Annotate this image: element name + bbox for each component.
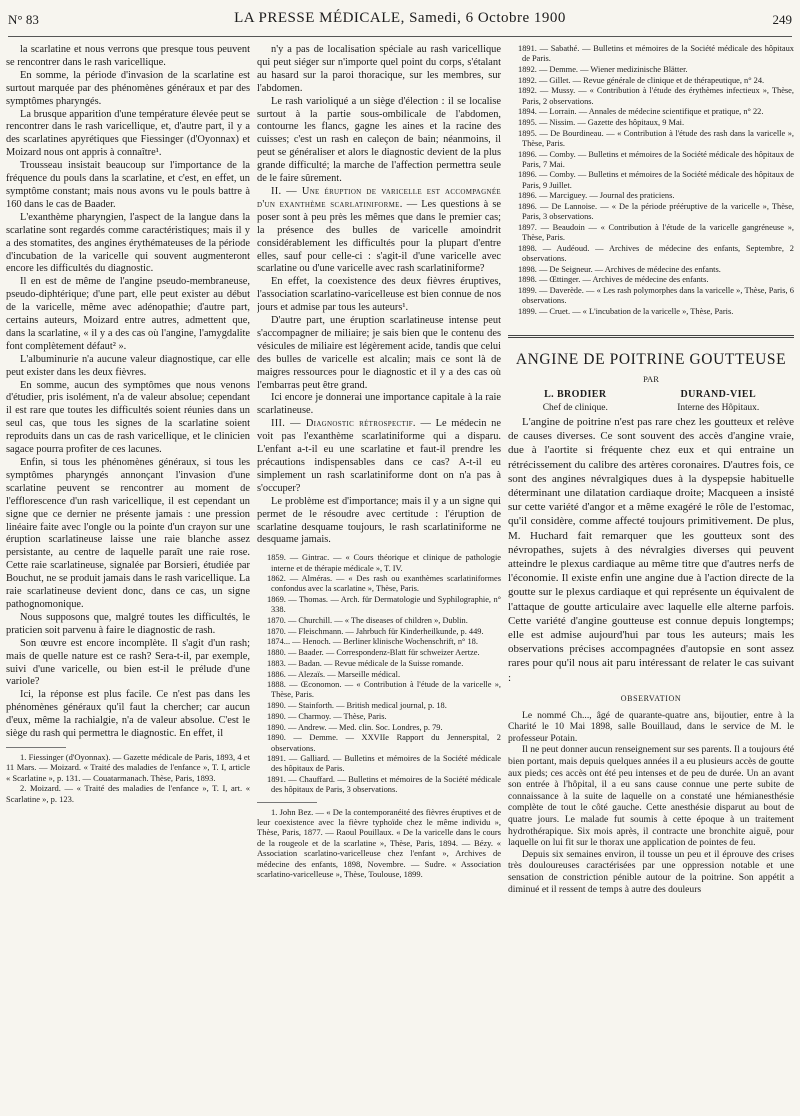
author [543, 389, 608, 415]
bibliography-entry: 1895. — Nissim. — Gazette des hôpitaux, 9 Mai. [518, 117, 685, 127]
author-role: Interne des Hôpitaux. [677, 403, 760, 413]
bibliography-entry: 1869. — Thomas. — Arch. für Dermatologie und Syphilographie, n° 338. [267, 595, 501, 615]
bibliography-entry: 1883. — Badan. — Revue médicale de la Suisse romande. [267, 658, 464, 668]
bibliography-entry: 1891. — Galliard. — Bulletins et mémoires de la Société médicale des hôpitaux de Paris. [267, 754, 501, 774]
bibliography-entry: 1896. — Comby. — Bulletins et mémoires de la Société médicale des hôpitaux de Paris, 9 Juillet. [518, 170, 794, 190]
paragraph: En somme, aucun des symptômes que nous venons d'étudier, pris isolément, n'a de valeur absolue; cependant il est rare que toutes les difficultés soient réunies dans un seul cas, que tous les signes de la scarlatine soient reproduits dans un cas de rash varicellique, et le clinicien sagace pourra profiter de ces lacunes. [6, 379, 250, 456]
column-right [508, 44, 794, 1108]
bibliography-entry: 1899. — Cruet. — « L'incubation de la varicelle », Thèse, Paris. [518, 307, 734, 317]
bibliography-entry: 1862. — Alméras. — « Des rash ou exanthèmes scarlatiniformes confondus avec la scarlatine », Thèse, Paris. [267, 574, 501, 594]
paragraph: Son œuvre est encore incomplète. Il s'agit d'un rash; mais de quelle nature est ce rash? Sera-t-il, par exemple, suivi d'une varicelle, ou bien est-il le prélude d'une variole? [6, 637, 250, 688]
bibliography-entry: 1870. — Fleischmann. — Jahrbuch für Kinderheilkunde, p. 449. [267, 626, 484, 636]
page-header [8, 12, 792, 37]
paragraph: Trousseau insistait beaucoup sur l'importance de la fréquence du pouls dans la scarlatine, et c'est, en effet, un symptôme constant; mais nous avons vu le pouls battre à 160 dans le cas de Baader. [6, 160, 250, 210]
bibliography-entry: 1898. — Audéoud. — Archives de médecine des enfants, Septembre, 2 observations. [518, 243, 794, 264]
journal-title: LA PRESSE MÉDICALE, Samedi, 6 Octobre 1900 [234, 10, 566, 26]
paragraph: L'albuminurie n'a aucune valeur diagnostique, car elle peut exister dans les deux fièvres. [6, 353, 250, 378]
bibliography-list [257, 553, 501, 795]
footnote: 1. Fiessinger (d'Oyonnax). — Gazette médicale de Paris, 1893, 4 et 11 Mars. — Moizard. « Traité des maladies de l'enfance », T. I, article « Scarlatine », p. 131. — Couatarmanach. Thèse, Paris, 1893. [6, 751, 250, 783]
bibliography-entry: 1888. — Œconomon. — « Contribution à l'étude de la varicelle », Thèse, Paris. [267, 680, 501, 700]
paragraph: n'y a pas de localisation spéciale au rash varicellique qui peut siéger sur n'importe quel point du corps, s'étalant au hasard sur la paroi thoracique, sur les membres, sur l'abdomen. [257, 44, 501, 94]
bibliography-entry: 1874... — Henoch. — Berliner klinische Wochenschrift, n° 18. [267, 637, 478, 647]
bibliography-entry: 1890. — Andrew. — Med. clin. Soc. Londres, p. 79. [267, 722, 443, 732]
paragraph: D'autre part, une éruption scarlatineuse intense peut s'accompagner de miliaire; je sais bien que le contenu des vésicules de miliaire est légèrement acide, tandis que celui des bulles de varicelle est alcalin; mais ce sont là de maigres ressources pour le diagnostic et il y a des cas où l'embarras peut être grand. [257, 315, 501, 391]
bibliography-entry: 1897. — Beaudoin — « Contribution à l'étude de la varicelle gangréneuse », Thèse, Paris. [518, 222, 794, 243]
bibliography-list [508, 44, 794, 317]
paragraph: La brusque apparition d'une température élevée peut se rencontrer dans le rash varicellique, et, d'autre part, il y a des scarlatines apyrétiques que Fiessinger (d'Oyonnax) et Moizard nous ont appris à connaître¹. [6, 108, 250, 159]
page-number: 249 [772, 12, 792, 27]
byline-par: PAR [643, 374, 659, 385]
article-title: ANGINE DE POITRINE GOUTTEUSE [515, 351, 787, 369]
observation-paragraph: Le nommé Ch..., âgé de quarante-quatre ans, bijoutier, entre à la Charité le 10 Mai 1898, salle Bouillaud, dans le service de M. le professeur Potain. [508, 709, 794, 744]
footnote-rule [257, 802, 317, 803]
paragraph: En effet, la coexistence des deux fièvres éruptives, l'association scarlatino-varicelleuse est bien connue de nos jours et admise par tous les auteurs¹. [257, 276, 501, 314]
bibliography-entry: 1891. — Sabathé. — Bulletins et mémoires de la Société médicale des hôpitaux de Paris. [518, 44, 794, 64]
issue-number: N° 83 [8, 12, 39, 27]
bibliography-entry: 1892. — Mussy. — « Contribution à l'étude des érythèmes infectieux », Thèse, Paris, 2 observations. [518, 86, 794, 106]
paragraph: L'exanthème pharyngien, l'aspect de la langue dans la scarlatine sont regardés comme caractéristiques; mais il y a des stomatites, des angines érythémateuses de la période d'incubation de la varicelle qui souvent augmenteront encore les difficultés du diagnostic. [6, 211, 250, 275]
article-body: L'angine de poitrine n'est pas rare chez les goutteux et relève de causes diverses. Ce sont souvent des accès d'angine vraie, due à l'aortite si fréquente chez eux et qui entraine un rétrécissement du calibre des artères coronaires. D'autres fois, ce sont des angines névralgiques dues à la dyspepsie habituelle déterminant une dilatation cardiaque droite; Macqueen a insisté sur cette variété d'angor et a même exagéré le rôle de l'estomac, qu'il considère, comme affecté toujours primitivement. De plus, M. Huchard fait remarquer que les goutteux sont des névropathes, sujets à des névralgies diverses qui peuvent atteindre le plexus cardiaque au même titre que d'autres nerfs de l'économie. Il existe enfin une angine due à l'action directe de la goutte sur le plexus cardiaque et qui représente un équivalent de l'attaque de goutte articulaire avec laquelle elle alterne parfois. Cette variété d'angine goutteuse est connue depuis longtemps; elle est admise aujourd'hui par tous les auteurs; mais les observations précises accompagnées d'autopsie en sont assez rares pour qu'il nous ait paru intéressant de relater le cas suivant : [508, 415, 794, 684]
column-left [6, 44, 250, 1108]
bibliography-entry: 1896. — Marciguey. — Journal des praticiens. [518, 191, 675, 201]
observation [508, 710, 794, 896]
bibliography-entry: 1890. — Stainforth. — British medical journal, p. 18. [267, 701, 447, 711]
bibliography-entry: 1892. — Gillet. — Revue générale de clinique et de thérapeutique, n° 24. [518, 75, 765, 85]
footnote: 1. John Bez. — « De la contemporanéité des fièvres éruptives et de leur coexistence avec la fièvre typhoïde chez le même individu », Thèse, Paris, 1877. — Raoul Pouillaux. « De la varicelle dans le cours de la rougeole et de la scarlatine », Thèse, Paris, 1894. — Bézy. « Association scarlatino-varicelleuse chez l'enfant », Archives de médecine des enfants, 1898, Novembre. — Sudre. « Association scarlatino-varicelleuse », Thèse, Toulouse, 1899. [257, 806, 501, 879]
section-paragraph [257, 186, 501, 276]
observation-paragraph: Il ne peut donner aucun renseignement sur ses parents. Il a toujours été bien portant, mais depuis quelques années il a eu plusieurs accès de goutte aux pieds; ces accès ont été peu intenses et de peu de durée. Un an avant son entrée à l'hôpital, il a eu sans cause connue une perte subite de connaissance à la suite de laquelle on a constaté une hémianesthésie complète de tout le côté gauche. Cette anesthésie disparut au bout de quatre jours. Le malade fut soumis à cette époque à un traitement hydrothérapique. Six mois après, il contracte une bronchite aiguë, pour laquelle on lui fit sur le thorax une application de pointes de feu. [508, 744, 794, 849]
paragraph: Le rash varioliqué a un siège d'élection : il se localise surtout à la partie sous-ombilicale de l'abdomen, contourne les flancs, gagne les aines et la racine des cuisses; c'est un rash en caleçon de bain; néanmoins, il peut se généraliser et alors le diagnostic devient de la plus grande difficulté; la marche de l'affection permettra seule de le faire sûrement. [257, 95, 501, 185]
bibliography-entry: 1890. — Demme. — XXVIIe Rapport du Jennerspital, 2 observations. [267, 733, 501, 753]
observation-heading: OBSERVATION [620, 693, 682, 703]
bibliography-entry: 1895. — De Bourdineau. — « Contribution à l'étude des rash dans la varicelle », Thèse, Paris. [518, 128, 794, 148]
column-middle [257, 44, 501, 1108]
bibliography-entry: 1891. — Chauffard. — Bulletins et mémoires de la Société médicale des hôpitaux de Paris, 3 observations. [267, 775, 501, 795]
bibliography-entry: 1898. — Œttinger. — Archives de médecine des enfants. [518, 275, 709, 285]
section-title: II. — Une éruption de varicelle est accompagnée d'un exanthème scarlatiniforme. [257, 185, 501, 210]
bibliography-entry: 1880. — Baader. — Correspondenz-Blatt für schweizer Aertze. [267, 648, 480, 658]
paragraph: Nous supposons que, malgré toutes les difficultés, le praticien soit parvenu à faire le diagnostic de rash. [6, 611, 250, 636]
paragraph: la scarlatine et nous verrons que presque tous peuvent se rencontrer dans le rash varicellique. [6, 44, 250, 68]
bibliography-entry: 1886. — Alezaïs. — Marseille médical. [267, 669, 401, 679]
section-lead: — Le médecin ne voit pas l'exanthème scarlatiniforme qui a disparu. L'enfant a-t-il eu une scarlatine et faut-il prendre les précautions indispensables dans ce cas? A-t-il eu simplement un rash scarlatiniforme dont on n'a pas à s'occuper? [257, 418, 501, 494]
author [677, 389, 759, 415]
paragraph: Ici, la réponse est plus facile. Ce n'est pas dans les phénomènes généraux qu'il faut la chercher; car aucun d'eux, même la rachialgie, n'a de valeur absolue. C'est le siège du rash qui permettra le diagnostic. En effet, il [6, 689, 250, 740]
bibliography-entry: 1894. — Lorrain. — Annales de médecine scientifique et pratique, n° 22. [518, 107, 764, 117]
bibliography-entry: 1896. — De Lannoise. — « De la période prééruptive de la varicelle », Thèse, Paris, 3 observations. [518, 202, 794, 222]
footnote: 2. Moizard. — « Traité des maladies de l'enfance », T. I, art. « Scarlatine », p. 123. [6, 783, 250, 804]
bibliography-entry: 1859. — Gintrac. — « Cours théorique et clinique de pathologie interne et de thérapie médicale », T. IV. [267, 553, 501, 573]
article-divider [508, 335, 794, 338]
paragraph: En somme, la période d'invasion de la scarlatine est surtout marquée par des phénomènes généraux et par des symptômes pharyngés. [6, 69, 250, 107]
bibliography-entry: 1896. — Comby. — Bulletins et mémoires de la Société médicale des hôpitaux de Paris, 7 Mai. [518, 149, 794, 169]
author-name: L. BRODIER [544, 389, 607, 401]
section-paragraph [257, 418, 501, 495]
author-name: DURAND-VIEL [680, 389, 757, 401]
section-title: III. — Diagnostic rétrospectif. [271, 418, 416, 430]
footnote-rule [6, 747, 66, 748]
section-lead: — Les questions à se poser sont à peu près les mêmes que dans le premier cas; la présence des bulles de varicelle amoindrit considérablement les difficultés pour la plupart d'entre elles, sauf pour celle-ci : s'agit-il d'une varicelle avec scarlatine ou d'une varicelle avec rash scarlatiniforme? [257, 198, 501, 275]
paragraph: Il en est de même de l'angine pseudo-membraneuse, pseudo-diphtérique; d'une part, elle peut exister au début de la varicelle, même avec adénopathie; d'autre part, certains auteurs, Moizard entre autres, admettent que, dans la scarlatine, « il y a des cas où l'angine, l'amygdalite font complètement défaut² ». [6, 276, 250, 352]
bibliography-entry: 1892. — Demme. — Wiener medizinische Blätter. [518, 64, 688, 74]
paragraph: Enfin, si tous les phénomènes généraux, si tous les symptômes pharyngés annonçant l'invasion d'une scarlatine peuvent se rencontrer au moment de l'efflorescence d'un rash varicellique, il est cependant un signe que ce dernier ne présente jamais : une pression linéaire faite avec l'ongle ou la pointe d'un crayon sur une éruption scarlatineuse laisse une raie blanche assez persistante, au centre de laquelle paraît une raie rose. Cette raie scarlatineuse, signalée par Borsieri, étudiée par Bouchut, ne se produit jamais dans le rash varicellique. La raie scarlatineuse devient donc, dans ce cas, un signe pathognomonique. [6, 457, 250, 610]
author-role: Chef de clinique. [542, 403, 608, 413]
observation-paragraph: Depuis six semaines environ, il tousse un peu et il éprouve des crises très douloureuses caractérisées par une oppression notable et une sensation de constriction pénible autour de la poitrine. Son appétit a diminué et il ressent de temps à autre des douleurs [508, 848, 794, 895]
paragraph: Ici encore je donnerai une importance capitale à la raie scarlatineuse. [257, 392, 501, 417]
bibliography-entry: 1890. — Charmoy. — Thèse, Paris. [267, 711, 387, 721]
bibliography-entry: 1870. — Churchill. — « The diseases of children », Dublin. [267, 616, 468, 626]
paragraph: Le problème est d'importance; mais il y a un signe qui permet de le résoudre avec certitude : l'éruption de scarlatine desquame toujours, le rash scarlatiniforme ne desquame jamais. [257, 495, 501, 546]
bibliography-entry: 1899. — Daverède. — « Les rash polymorphes dans la varicelle », Thèse, Paris, 6 observations. [518, 286, 794, 306]
bibliography-entry: 1898. — De Seigneur. — Archives de médecine des enfants. [518, 264, 721, 274]
authors [508, 389, 794, 415]
